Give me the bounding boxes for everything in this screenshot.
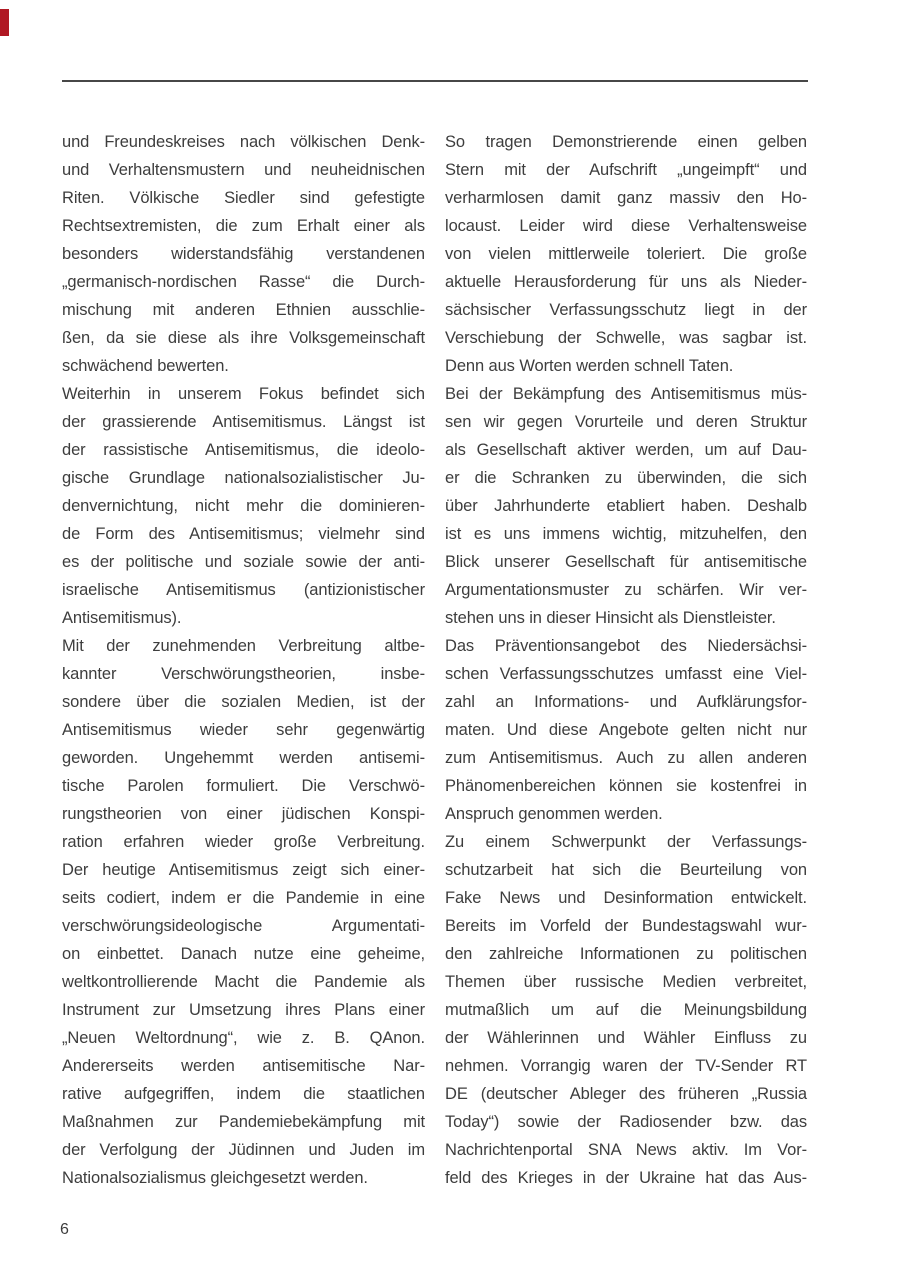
text-line: Weiterhin in unserem Fokus befindet sich bbox=[62, 385, 425, 403]
text-line: israelische Antisemitismus (antizionistischer bbox=[62, 581, 425, 599]
text-column-left bbox=[62, 128, 425, 1192]
text-line: der Wählerinnen und Wähler Einfluss zu bbox=[445, 1029, 807, 1047]
text-line: ist es uns immens wichtig, mitzuhelfen, den bbox=[445, 525, 807, 543]
text-column-right bbox=[445, 128, 807, 1192]
text-line: sen wir gegen Vorurteile und deren Struktur bbox=[445, 413, 807, 431]
page-number: 6 bbox=[60, 1221, 69, 1238]
text-line: über Jahrhunderte etabliert haben. Deshalb bbox=[445, 497, 807, 515]
text-line: ration erfahren wieder große Verbreitung. bbox=[62, 833, 425, 851]
text-line: Maßnahmen zur Pandemiebekämpfung mit bbox=[62, 1113, 425, 1131]
text-line: ßen, da sie diese als ihre Volksgemeinschaft bbox=[62, 329, 425, 347]
text-line: und Verhaltensmustern und neuheidnischen bbox=[62, 161, 425, 179]
text-line: verschwörungsideologische Argumentati- bbox=[62, 917, 425, 935]
text-line: mischung mit anderen Ethnien ausschlie- bbox=[62, 301, 425, 319]
text-line: tische Parolen formuliert. Die Verschwö- bbox=[62, 777, 425, 795]
text-line: „Neuen Weltordnung“, wie z. B. QAnon. bbox=[62, 1029, 425, 1047]
text-line: Andererseits werden antisemitische Nar- bbox=[62, 1057, 425, 1075]
text-columns bbox=[62, 128, 808, 1192]
text-line: Bei der Bekämpfung des Antisemitismus müs- bbox=[445, 385, 807, 403]
text-line: Argumentationsmuster zu schärfen. Wir ver- bbox=[445, 581, 807, 599]
text-line: zahl an Informations- und Aufklärungsfor- bbox=[445, 693, 807, 711]
text-line: Fake News und Desinformation entwickelt. bbox=[445, 889, 807, 907]
chapter-edge-tab bbox=[0, 9, 9, 36]
text-line: So tragen Demonstrierende einen gelben bbox=[445, 133, 807, 151]
text-line: stehen uns in dieser Hinsicht als Dienstleister. bbox=[445, 609, 776, 627]
text-line: Themen über russische Medien verbreitet, bbox=[445, 973, 807, 991]
text-line: on einbettet. Danach nutze eine geheime, bbox=[62, 945, 425, 963]
text-line: weltkontrollierende Macht die Pandemie als bbox=[62, 973, 425, 991]
text-line: den zahlreiche Informationen zu politischen bbox=[445, 945, 807, 963]
text-line: Phänomenbereichen können sie kostenfrei in bbox=[445, 777, 807, 795]
text-line: Das Präventionsangebot des Niedersächsi- bbox=[445, 637, 807, 655]
text-line: locaust. Leider wird diese Verhaltensweise bbox=[445, 217, 807, 235]
text-line: Instrument zur Umsetzung ihres Plans einer bbox=[62, 1001, 425, 1019]
text-line: Anspruch genommen werden. bbox=[445, 805, 663, 823]
text-line: von vielen mittlerweile toleriert. Die große bbox=[445, 245, 807, 263]
text-line: Nachrichtenportal SNA News aktiv. Im Vor- bbox=[445, 1141, 807, 1159]
text-line: kannter Verschwörungstheorien, insbe- bbox=[62, 665, 425, 683]
text-line: aktuelle Herausforderung für uns als Nieder- bbox=[445, 273, 807, 291]
text-line: sächsischer Verfassungsschutz liegt in der bbox=[445, 301, 807, 319]
text-line: Der heutige Antisemitismus zeigt sich einer- bbox=[62, 861, 425, 879]
text-line: nehmen. Vorrangig waren der TV-Sender RT bbox=[445, 1057, 807, 1075]
text-line: Antisemitismus wieder sehr gegenwärtig bbox=[62, 721, 425, 739]
text-line: mutmaßlich um auf die Meinungsbildung bbox=[445, 1001, 807, 1019]
text-line: schutzarbeit hat sich die Beurteilung von bbox=[445, 861, 807, 879]
text-line: der rassistische Antisemitismus, die ideolo- bbox=[62, 441, 425, 459]
text-line: verharmlosen damit ganz massiv den Ho- bbox=[445, 189, 807, 207]
text-line: zum Antisemitismus. Auch zu allen anderen bbox=[445, 749, 807, 767]
text-line: gische Grundlage nationalsozialistischer Ju- bbox=[62, 469, 425, 487]
text-line: „germanisch-nordischen Rasse“ die Durch- bbox=[62, 273, 425, 291]
text-line: und Freundeskreises nach völkischen Denk- bbox=[62, 133, 425, 151]
text-line: rative aufgegriffen, indem die staatlichen bbox=[62, 1085, 425, 1103]
text-line: Bereits im Vorfeld der Bundestagswahl wur- bbox=[445, 917, 807, 935]
text-line: rungstheorien von einer jüdischen Konspi- bbox=[62, 805, 425, 823]
text-line: schwächend bewerten. bbox=[62, 357, 229, 375]
text-line: Blick unserer Gesellschaft für antisemitische bbox=[445, 553, 807, 571]
text-line: er die Schranken zu überwinden, die sich bbox=[445, 469, 807, 487]
text-line: Verschiebung der Schwelle, was sagbar ist. bbox=[445, 329, 807, 347]
text-line: sondere über die sozialen Medien, ist der bbox=[62, 693, 425, 711]
text-line: Today“) sowie der Radiosender bzw. das bbox=[445, 1113, 807, 1131]
text-line: Denn aus Worten werden schnell Taten. bbox=[445, 357, 734, 375]
text-line: seits codiert, indem er die Pandemie in eine bbox=[62, 889, 425, 907]
text-line: Stern mit der Aufschrift „ungeimpft“ und bbox=[445, 161, 807, 179]
header-rule bbox=[62, 80, 808, 82]
text-line: als Gesellschaft aktiver werden, um auf Dau- bbox=[445, 441, 807, 459]
text-line: DE (deutscher Ableger des früheren „Russia bbox=[445, 1085, 807, 1103]
text-line: geworden. Ungehemmt werden antisemi- bbox=[62, 749, 425, 767]
text-line: feld des Krieges in der Ukraine hat das Aus- bbox=[445, 1169, 807, 1187]
text-line: der grassierende Antisemitismus. Längst ist bbox=[62, 413, 425, 431]
text-line: Nationalsozialismus gleichgesetzt werden. bbox=[62, 1169, 368, 1187]
text-line: Riten. Völkische Siedler sind gefestigte bbox=[62, 189, 425, 207]
text-line: es der politische und soziale sowie der anti- bbox=[62, 553, 425, 571]
text-line: Mit der zunehmenden Verbreitung altbe- bbox=[62, 637, 425, 655]
text-line: Rechtsextremisten, die zum Erhalt einer als bbox=[62, 217, 425, 235]
text-line: der Verfolgung der Jüdinnen und Juden im bbox=[62, 1141, 425, 1159]
text-line: maten. Und diese Angebote gelten nicht nur bbox=[445, 721, 807, 739]
text-line: Antisemitismus). bbox=[62, 609, 182, 627]
text-line: de Form des Antisemitismus; vielmehr sind bbox=[62, 525, 425, 543]
text-line: schen Verfassungsschutzes umfasst eine Viel- bbox=[445, 665, 807, 683]
text-line: besonders widerstandsfähig verstandenen bbox=[62, 245, 425, 263]
text-line: Zu einem Schwerpunkt der Verfassungs- bbox=[445, 833, 807, 851]
text-line: denvernichtung, nicht mehr die dominieren- bbox=[62, 497, 425, 515]
